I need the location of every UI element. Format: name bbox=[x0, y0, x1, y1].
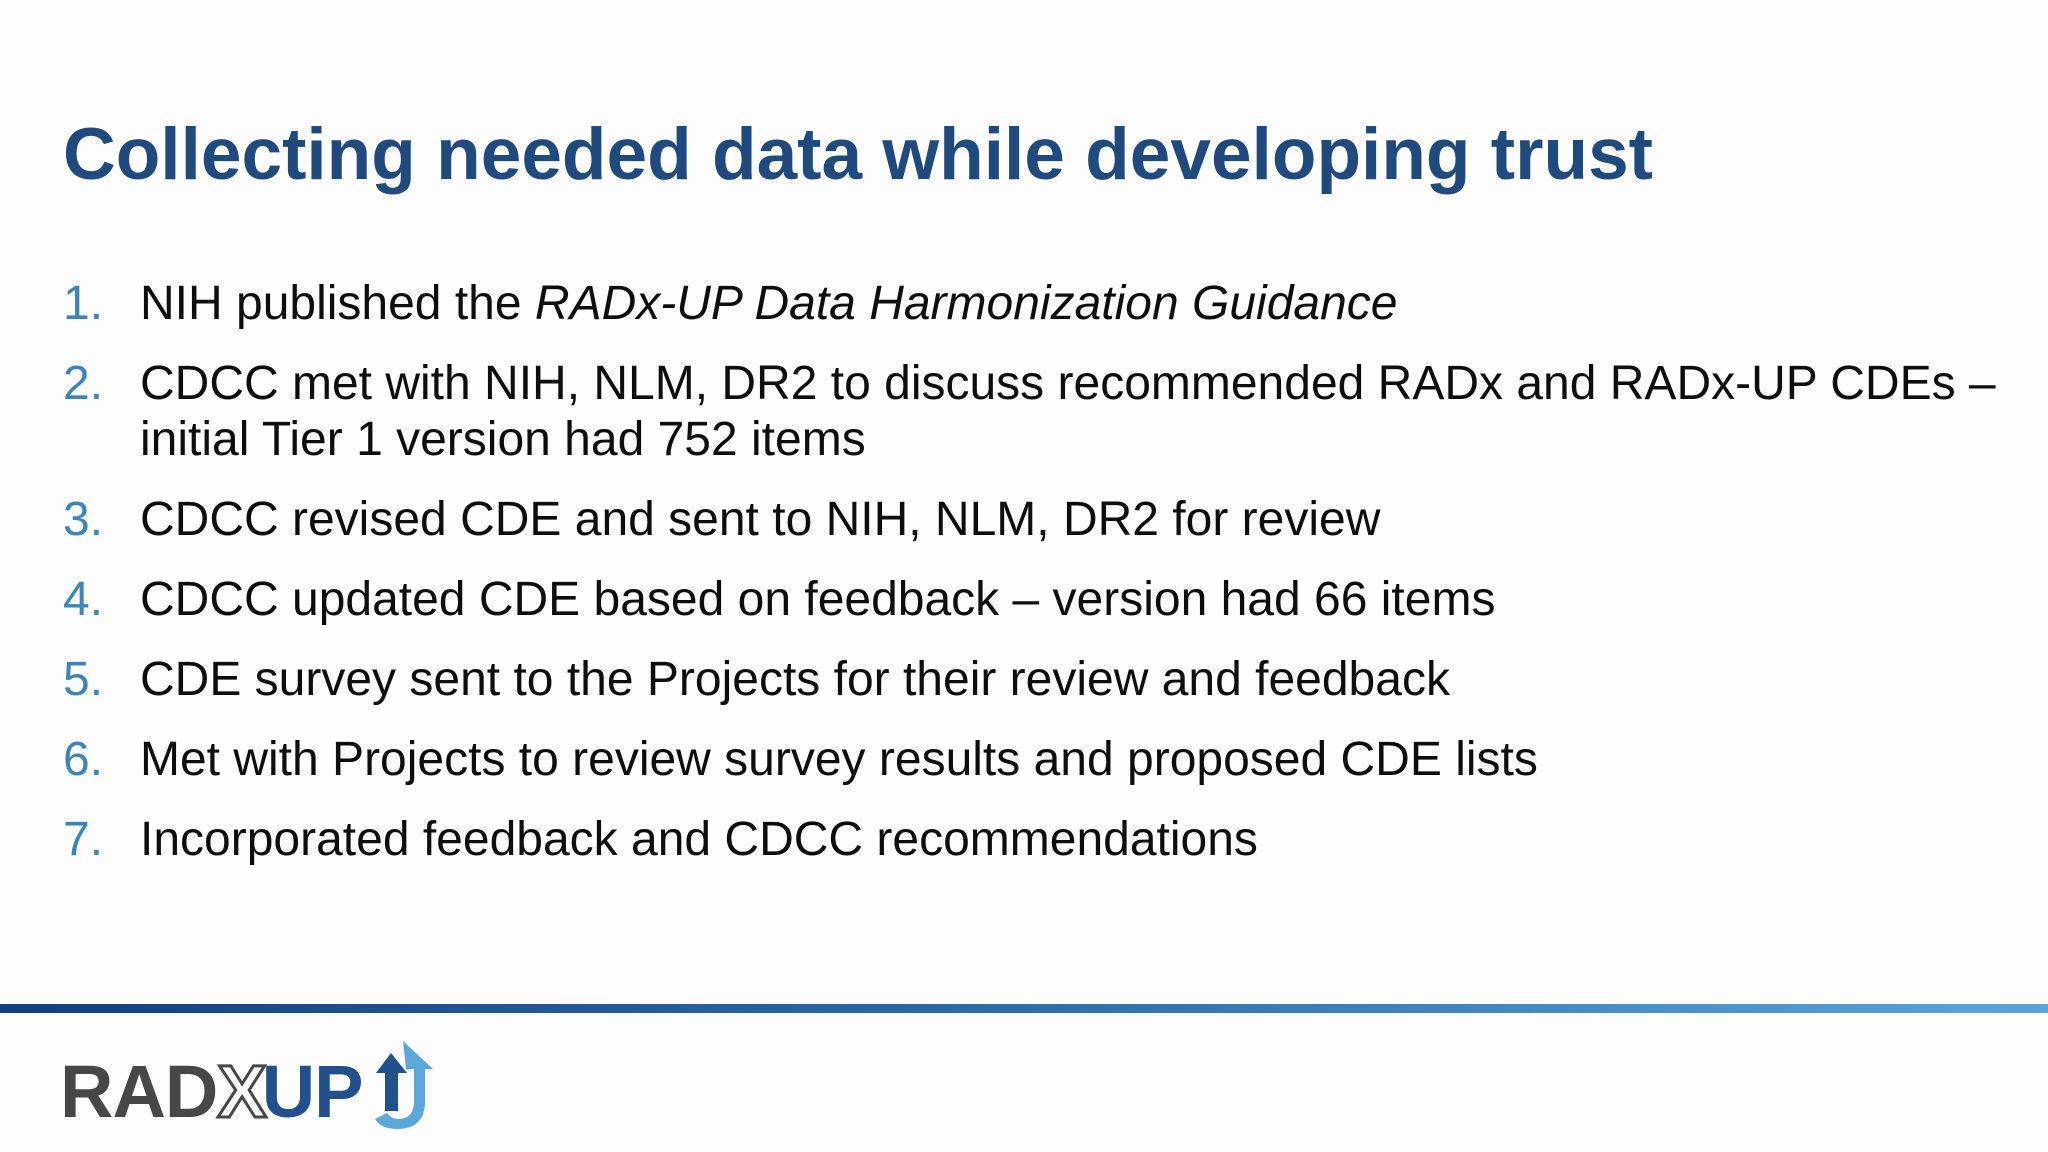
list-item bbox=[63, 572, 2023, 628]
up-arrow-icon bbox=[345, 1027, 445, 1133]
step-text: CDCC met with NIH, NLM, DR2 to discuss recommended RADx and RADx-UP CDEs – initial Tier 1 version had 752 items bbox=[140, 357, 1996, 466]
step-text: CDCC revised CDE and sent to NIH, NLM, DR2 for review bbox=[140, 493, 1381, 546]
logo-up-text: UP bbox=[261, 1050, 363, 1133]
radx-up-logo bbox=[60, 1025, 440, 1135]
slide-title: Collecting needed data while developing trust bbox=[63, 114, 1653, 195]
list-item bbox=[63, 492, 2023, 548]
list-item bbox=[63, 812, 2023, 868]
footer-divider-bar bbox=[0, 1004, 2048, 1013]
step-number: 5. bbox=[63, 653, 104, 706]
step-text: CDCC updated CDE based on feedback – version had 66 items bbox=[140, 573, 1496, 626]
step-text: Incorporated feedback and CDCC recommendations bbox=[140, 813, 1258, 866]
list-item bbox=[63, 276, 2023, 332]
list-item bbox=[63, 732, 2023, 788]
step-number: 3. bbox=[63, 493, 104, 546]
logo-wordmark bbox=[60, 1052, 363, 1132]
step-number: 4. bbox=[63, 573, 104, 626]
logo-rad-text: RAD bbox=[60, 1050, 218, 1133]
list-item bbox=[63, 652, 2023, 708]
step-text: CDE survey sent to the Projects for their review and feedback bbox=[140, 653, 1450, 706]
logo-x-text: X bbox=[217, 1050, 262, 1133]
list-item bbox=[63, 356, 2023, 468]
step-text bbox=[140, 276, 2023, 332]
step-text-plain: NIH published the bbox=[140, 277, 535, 330]
step-number: 2. bbox=[63, 357, 104, 410]
step-number: 6. bbox=[63, 733, 104, 786]
guidance-title: RADx-UP Data Harmonization Guidance bbox=[534, 277, 1398, 330]
steps-list bbox=[63, 276, 2023, 892]
step-number: 1. bbox=[63, 277, 104, 330]
step-number: 7. bbox=[63, 813, 104, 866]
step-text: Met with Projects to review survey results and proposed CDE lists bbox=[140, 733, 1538, 786]
